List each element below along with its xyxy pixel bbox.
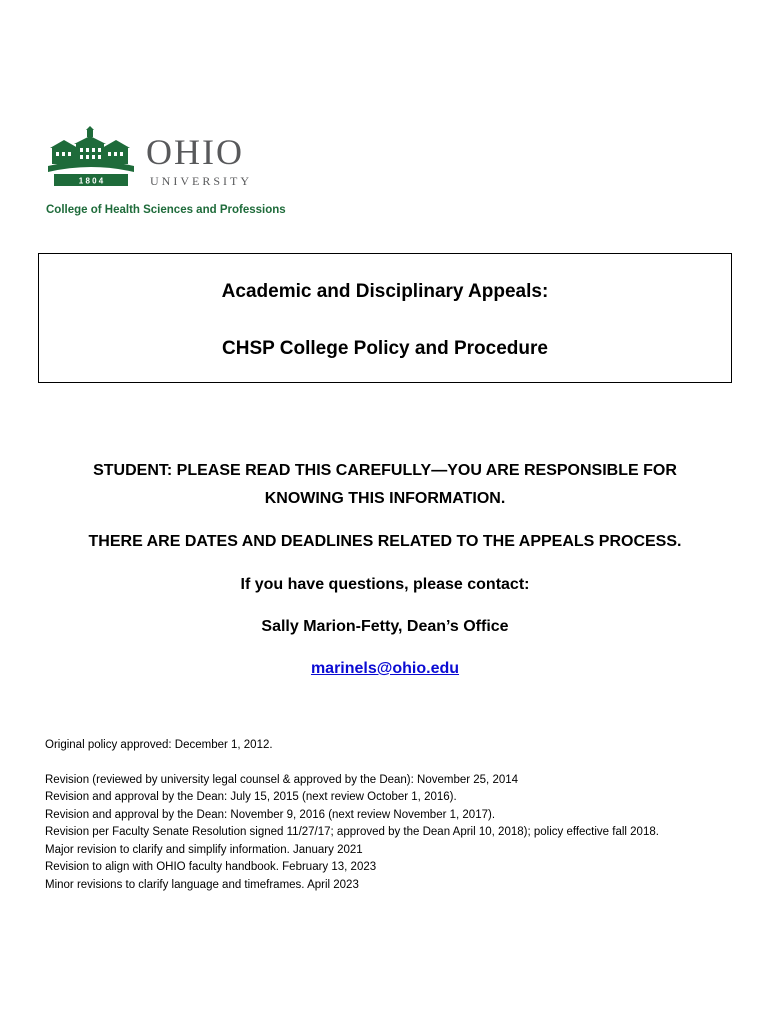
revision-item: Revision and approval by the Dean: November 9, 2016 (next review November 1, 2017). <box>45 808 496 821</box>
logo-wordmark: OHIO <box>146 132 244 172</box>
ohio-university-logo <box>46 126 266 192</box>
revision-item: Revision per Faculty Senate Resolution signed 11/27/17; approved by the Dean April 10, 2018); policy effective fall 2018. <box>45 826 659 838</box>
document-subtitle: CHSP College Policy and Procedure <box>222 338 548 359</box>
notice-contact-prompt: If you have questions, please contact: <box>240 576 530 593</box>
college-name: College of Health Sciences and Professions <box>46 204 286 216</box>
revision-history <box>45 737 745 894</box>
contact-email-row <box>40 655 730 683</box>
revision-item: Revision (reviewed by university legal counsel & approved by the Dean): November 25, 2014 <box>45 773 519 786</box>
document-title: Academic and Disciplinary Appeals: <box>221 281 549 302</box>
revision-item: Minor revisions to clarify language and timeframes. April 2023 <box>45 878 359 891</box>
original-approval: Original policy approved: December 1, 2012. <box>45 739 273 751</box>
notice-deadlines: THERE ARE DATES AND DEADLINES RELATED TO THE APPEALS PROCESS. <box>88 533 682 550</box>
title-box <box>38 253 732 383</box>
university-building-seal-icon <box>46 126 136 188</box>
contact-email-link[interactable]: marinels@ohio.edu <box>310 660 460 677</box>
contact-name: Sally Marion-Fetty, Dean’s Office <box>261 618 509 635</box>
logo-year-text: 1 8 0 4 <box>78 176 104 186</box>
notice-line-1: STUDENT: PLEASE READ THIS CAREFULLY—YOU ARE RESPONSIBLE FOR <box>93 462 677 479</box>
revision-item: Revision and approval by the Dean: July 15, 2015 (next review October 1, 2016). <box>45 791 457 803</box>
notice-line-2: KNOWING THIS INFORMATION. <box>264 490 506 507</box>
notice-warning <box>40 457 730 513</box>
revision-item: Major revision to clarify and simplify information. January 2021 <box>45 843 363 856</box>
logo-subline: UNIVERSITY <box>150 174 252 188</box>
revision-item: Revision to align with OHIO faculty handbook. February 13, 2023 <box>45 861 377 873</box>
